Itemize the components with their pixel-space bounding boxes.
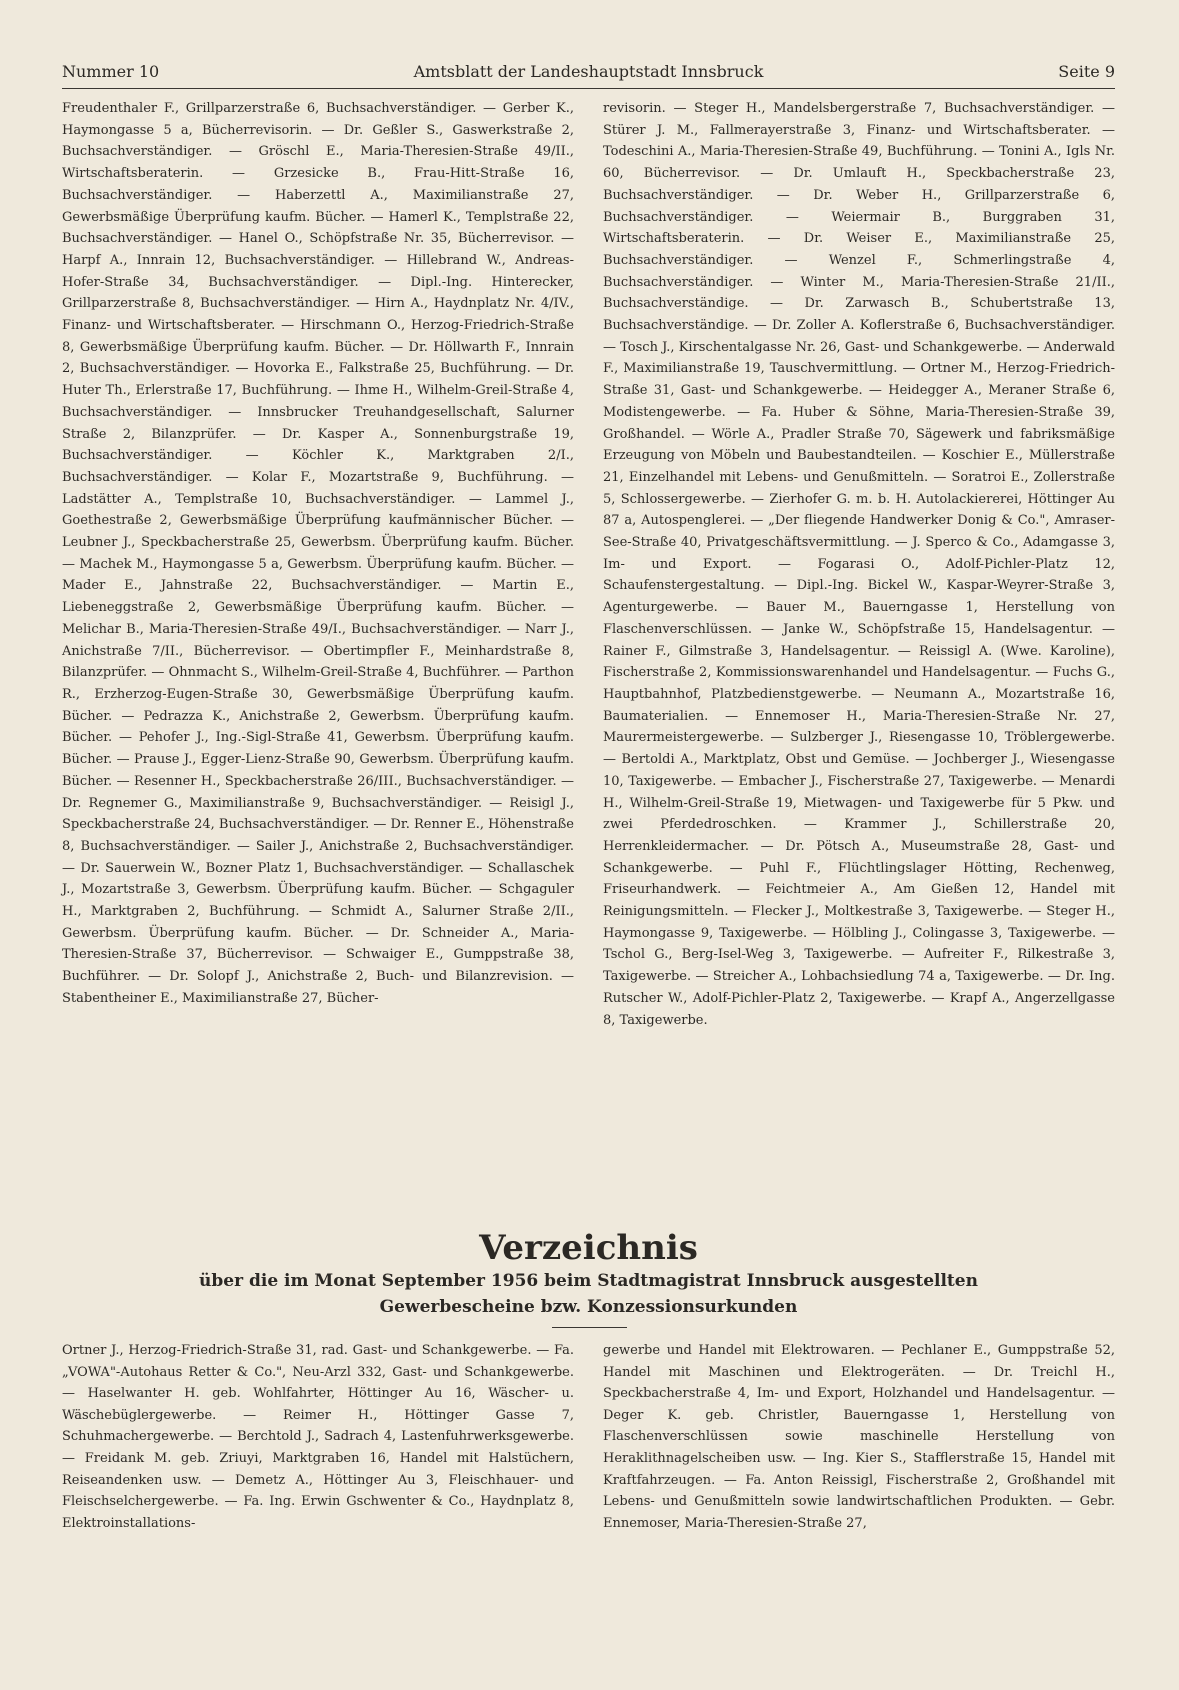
header-rule [62, 88, 1115, 89]
lower-right-column: gewerbe und Handel mit Elektrowaren. — Pechlaner E., Gumppstraße 52, Handel mit Maschinen und Elektrogeräten. — Dr. Treichl H., Speckbacherstraße 4, Im- und Export, Holzhandel und Handelsagentur. — Deger K. geb. Christler, Bauerngasse 1, Herstellung von Flaschenverschlüssen sowie maschinelle Herstellung von Heraklithnagelscheiben usw. — Ing. Kier S., Stafflerstraße 15, Handel mit Kraftfahrzeugen. — Fa. Anton Reissigl, Fischerstraße 2, Großhandel mit Lebens- und Genußmitteln sowie landwirtschaftlichen Produkten. — Gebr. Ennemoser, Maria-Theresien-Straße 27, [603, 1343, 1115, 1531]
subtitle-line-1: über die im Monat September 1956 beim Stadtmagistrat Innsbruck ausgestellten [199, 1271, 978, 1291]
subtitle-line-2: Gewerbescheine bzw. Konzessionsurkunden [379, 1297, 798, 1317]
publication-title: Amtsblatt der Landeshauptstadt Innsbruck [413, 62, 764, 81]
issue-number: Nummer 10 [62, 62, 160, 81]
lower-left-column: Ortner J., Herzog-Friedrich-Straße 31, rad. Gast- und Schankgewerbe. — Fa. „VOWA"-Autohaus Retter & Co.", Neu-Arzl 332, Gast- und Schankgewerbe. — Haselwanter H. geb. Wohlfahrter, Höttinger Au 16, Wäscher- u. Wäschebüglergewerbe. — Reimer H., Höttinger Gasse 7, Schuhmachergewerbe. — Berchtold J., Sadrach 4, Lastenfuhrwerksgewerbe. — Freidank M. geb. Zriuyi, Marktgraben 16, Handel mit Halstüchern, Reiseandenken usw. — Demetz A., Höttinger Au 3, Fleischhauer- und Fleischselchergewerbe. — Fa. Ing. Erwin Gschwenter & Co., Haydnplatz 8, Elektroinstallations- [62, 1343, 574, 1531]
page-number: Seite 9 [1058, 62, 1115, 81]
section-subtitle [62, 1268, 1115, 1320]
page-header [62, 62, 1115, 86]
upper-left-column: Freudenthaler F., Grillparzerstraße 6, Buchsachverständiger. — Gerber K., Haymongasse 5 a, Bücherrevisorin. — Dr. Geßler S., Gaswerkstraße 2, Buchsachverständiger. — Gröschl E., Maria-Theresien-Straße 49/II., Wirtschaftsberaterin. — Grzesicke B., Frau-Hitt-Straße 16, Buchsachverständiger. — Haberzettl A., Maximilianstraße 27, Gewerbsmäßige Überprüfung kaufm. Bücher. — Hamerl K., Templstraße 22, Buchsachverständiger. — Hanel O., Schöpfstraße Nr. 35, Bücherrevisor. — Harpf A., Innrain 12, Buchsachverständiger. — Hillebrand W., Andreas-Hofer-Straße 34, Buchsachverständiger. — Dipl.-Ing. Hinterecker, Grillparzerstraße 8, Buchsachverständiger. — Hirn A., Haydnplatz Nr. 4/IV., Finanz- und Wirtschaftsberater. — Hirschmann O., Herzog-Friedrich-Straße 8, Gewerbsmäßige Überprüfung kaufm. Bücher. — Dr. Höllwarth F., Innrain 2, Buchsachverständiger. — Hovorka E., Falkstraße 25, Buchführung. — Dr. Huter Th., Erlerstraße 17, Buchführung. — Ihme H., Wilhelm-Greil-Straße 4, Buchsachverständiger. — Innsbrucker Treuhandgesellschaft, Salurner Straße 2, Bilanzprüfer. — Dr. Kasper A., Sonnenburgstraße 19, Buchsachverständiger. — Köchler K., Marktgraben 2/I., Buchsachverständiger. — Kolar F., Mozartstraße 9, Buchführung. — Ladstätter A., Templstraße 10, Buchsachverständiger. — Lammel J., Goethestraße 2, Gewerbsmäßige Überprüfung kaufmännischer Bücher. — Leubner J., Speckbacherstraße 25, Gewerbsm. Überprüfung kaufm. Bücher. — Machek M., Haymongasse 5 a, Gewerbsm. Überprüfung kaufm. Bücher. — Mader E., Jahnstraße 22, Buchsachverständiger. — Martin E., Liebeneggstraße 2, Gewerbsmäßige Überprüfung kaufm. Bücher. — Melichar B., Maria-Theresien-Straße 49/I., Buchsachverständiger. — Narr J., Anichstraße 7/II., Bücherrevisor. — Obertimpfler F., Meinhardstraße 8, Bilanzprüfer. — Ohnmacht S., Wilhelm-Greil-Straße 4, Buchführer. — Parthon R., Erzherzog-Eugen-Straße 30, Gewerbsmäßige Überprüfung kaufm. Bücher. — Pedrazza K., Anichstraße 2, Gewerbsm. Überprüfung kaufm. Bücher. — Pehofer J., Ing.-Sigl-Straße 41, Gewerbsm. Überprüfung kaufm. Bücher. — Prause J., Egger-Lienz-Straße 90, Gewerbsm. Überprüfung kaufm. Bücher. — Resenner H., Speckbacherstraße 26/III., Buchsachverständiger. — Dr. Regnemer G., Maximilianstraße 9, Buchsachverständiger. — Reisigl J., Speckbacherstraße 24, Buchsachverständiger. — Dr. Renner E., Höhenstraße 8, Buchsachverständiger. — Sailer J., Anichstraße 2, Buchsachverständiger. — Dr. Sauerwein W., Bozner Platz 1, Buchsachverständiger. — Schallaschek J., Mozartstraße 3, Gewerbsm. Überprüfung kaufm. Bücher. — Schgaguler H., Marktgraben 2, Buchführung. — Schmidt A., Salurner Straße 2/II., Gewerbsm. Überprüfung kaufm. Bücher. — Dr. Schneider A., Maria-Theresien-Straße 37, Bücherrevisor. — Schwaiger E., Gumppstraße 38, Buchführer. — Dr. Solopf J., Anichstraße 2, Buch- und Bilanzrevision. — Stabentheiner E., Maximilianstraße 27, Bücher- [62, 101, 574, 1006]
section-rule [552, 1327, 627, 1328]
section-title: Verzeichnis [479, 1228, 698, 1268]
upper-right-column: revisorin. — Steger H., Mandelsbergerstraße 7, Buchsachverständiger. — Stürer J. M., Fallmerayerstraße 3, Finanz- und Wirtschaftsberater. — Todeschini A., Maria-Theresien-Straße 49, Buchführung. — Tonini A., Igls Nr. 60, Bücherrevisor. — Dr. Umlauft H., Speckbacherstraße 23, Buchsachverständiger. — Dr. Weber H., Grillparzerstraße 6, Buchsachverständiger. — Weiermair B., Burggraben 31, Wirtschaftsberaterin. — Dr. Weiser E., Maximilianstraße 25, Buchsachverständiger. — Wenzel F., Schmerlingstraße 4, Buchsachverständiger. — Winter M., Maria-Theresien-Straße 21/II., Buchsachverständige. — Dr. Zarwasch B., Schubertstraße 13, Buchsachverständige. — Dr. Zoller A. Koflerstraße 6, Buchsachverständiger. — Tosch J., Kirschentalgasse Nr. 26, Gast- und Schankgewerbe. — Anderwald F., Maximilianstraße 19, Tauschvermittlung. — Ortner M., Herzog-Friedrich-Straße 31, Gast- und Schankgewerbe. — Heidegger A., Meraner Straße 6, Modistengewerbe. — Fa. Huber & Söhne, Maria-Theresien-Straße 39, Großhandel. — Wörle A., Pradler Straße 70, Sägewerk und fabriksmäßige Erzeugung von Möbeln und Baubestandteilen. — Koschier E., Müllerstraße 21, Einzelhandel mit Lebens- und Genußmitteln. — Soratroi E., Zollerstraße 5, Schlossergewerbe. — Zierhofer G. m. b. H. Autolackiererei, Höttinger Au 87 a, Autospenglerei. — „Der fliegende Handwerker Donig & Co.", Amraser-See-Straße 40, Privatgeschäftsvermittlung. — J. Sperco & Co., Adamgasse 3, Im- und Export. — Fogarasi O., Adolf-Pichler-Platz 12, Schaufenstergestaltung. — Dipl.-Ing. Bickel W., Kaspar-Weyrer-Straße 3, Agenturgewerbe. — Bauer M., Bauerngasse 1, Herstellung von Flaschenverschlüssen. — Janke W., Schöpfstraße 15, Handelsagentur. — Rainer F., Gilmstraße 3, Handelsagentur. — Reissigl A. (Wwe. Karoline), Fischerstraße 2, Kommissionswarenhandel und Handelsagentur. — Fuchs G., Hauptbahnhof, Platzbedienstgewerbe. — Neumann A., Mozartstraße 16, Baumaterialien. — Ennemoser H., Maria-Theresien-Straße Nr. 27, Maurermeistergewerbe. — Sulzberger J., Riesengasse 10, Tröblergewerbe. — Bertoldi A., Marktplatz, Obst und Gemüse. — Jochberger J., Wiesengasse 10, Taxigewerbe. — Embacher J., Fischerstraße 27, Taxigewerbe. — Menardi H., Wilhelm-Greil-Straße 19, Mietwagen- und Taxigewerbe für 5 Pkw. und zwei Pferdedroschken. — Krammer J., Schillerstraße 20, Herrenkleidermacher. — Dr. Pötsch A., Museumstraße 28, Gast- und Schankgewerbe. — Puhl F., Flüchtlingslager Hötting, Rechenweg, Friseurhandwerk. — Feichtmeier A., Am Gießen 12, Handel mit Reinigungsmitteln. — Flecker J., Moltkestraße 3, Taxigewerbe. — Steger H., Haymongasse 9, Taxigewerbe. — Hölbling J., Colingasse 3, Taxigewerbe. — Tschol G., Berg-Isel-Weg 3, Taxigewerbe. — Aufreiter F., Rilkestraße 3, Taxigewerbe. — Streicher A., Lohbachsiedlung 74 a, Taxigewerbe. — Dr. Ing. Rutscher W., Adolf-Pichler-Platz 2, Taxigewerbe. — Krapf A., Angerzellgasse 8, Taxigewerbe. [603, 101, 1115, 1028]
